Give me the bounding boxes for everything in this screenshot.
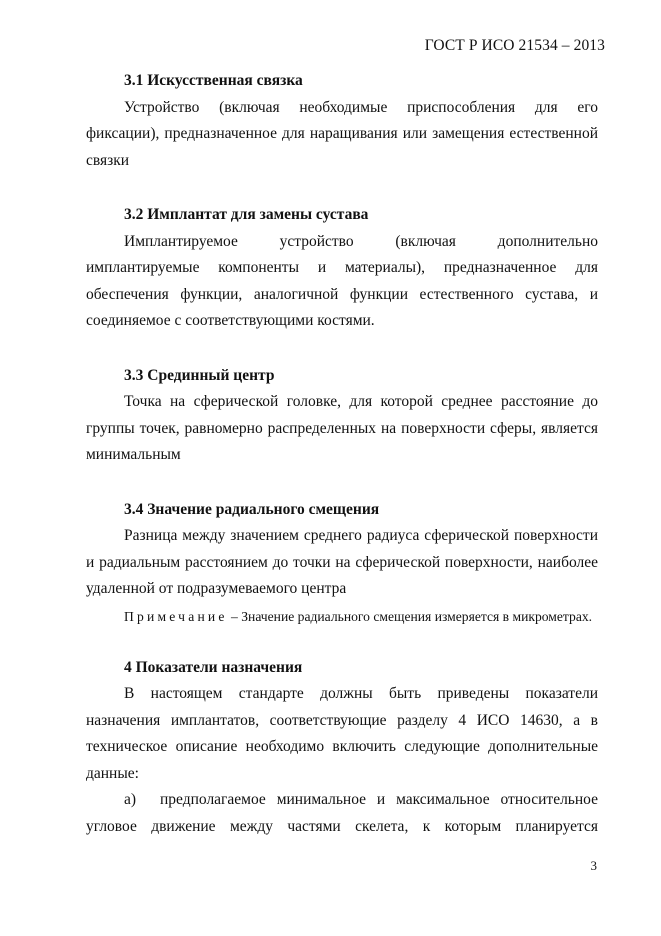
text-line: Точка на сферической головке, для которой среднее расстояние до [124,393,598,410]
text-line: Устройство (включая необходимые приспособления для его [124,98,598,116]
text-line: фиксации), предназначенное для наращивания или замещения естественной [86,125,598,142]
note-text: – Значение радиального смещения измеряется в микрометрах. [227,608,593,624]
text-line: угловое движение между частями скелета, к которым планируется [86,817,598,835]
text-line: группы точек, равномерно распределенных на поверхности сферы, является [86,419,598,437]
text-line: Разница между значением среднего радиуса сферической поверхности [124,527,598,544]
text-line: и радиальным расстоянием до точки на сферической поверхности, наиболее [86,553,598,571]
text-line: В настоящем стандарте должны быть приведены показатели [124,685,598,702]
text-line: минимальным [86,446,181,463]
section-heading-4: 4 Показатели назначения [124,658,303,676]
list-marker: а) [124,791,137,808]
note-label: Примечание [124,608,228,624]
section-heading-3-2: 3.2 Имплантат для замены сустава [124,206,369,223]
text-line: техническое описание необходимо включить следующие дополнительные [86,738,598,755]
section-heading-3-3: 3.3 Срединный центр [124,366,275,384]
section-heading-3-4: 3.4 Значение радиального смещения [124,500,380,518]
list-item-text: предполагаемое минимальное и максимальное относительное [160,791,598,808]
text-line: удаленной от подразумеваемого центра [86,580,347,597]
text-line: имплантируемые компоненты и материалы), предназначенное для [86,259,598,276]
text-line: соединяемое с соответствующими костями. [86,312,375,329]
standard-header: ГОСТ Р ИСО 21534 – 2013 [424,37,605,54]
section-heading-3-1: 3.1 Искусственная связка [124,72,303,89]
document-body [86,68,598,840]
page-number: 3 [590,858,597,873]
text-line: данные: [86,764,139,782]
text-line: назначения имплантатов, соответствующие разделу 4 ИСО 14630, а в [86,711,598,729]
note [86,605,598,629]
list-item-a [86,787,598,814]
text-line: обеспечения функции, аналогичной функции естественного сустава, и [86,285,598,303]
text-line: связки [86,151,130,169]
text-line: Имплантируемое устройство (включая дополнительно [124,232,598,250]
